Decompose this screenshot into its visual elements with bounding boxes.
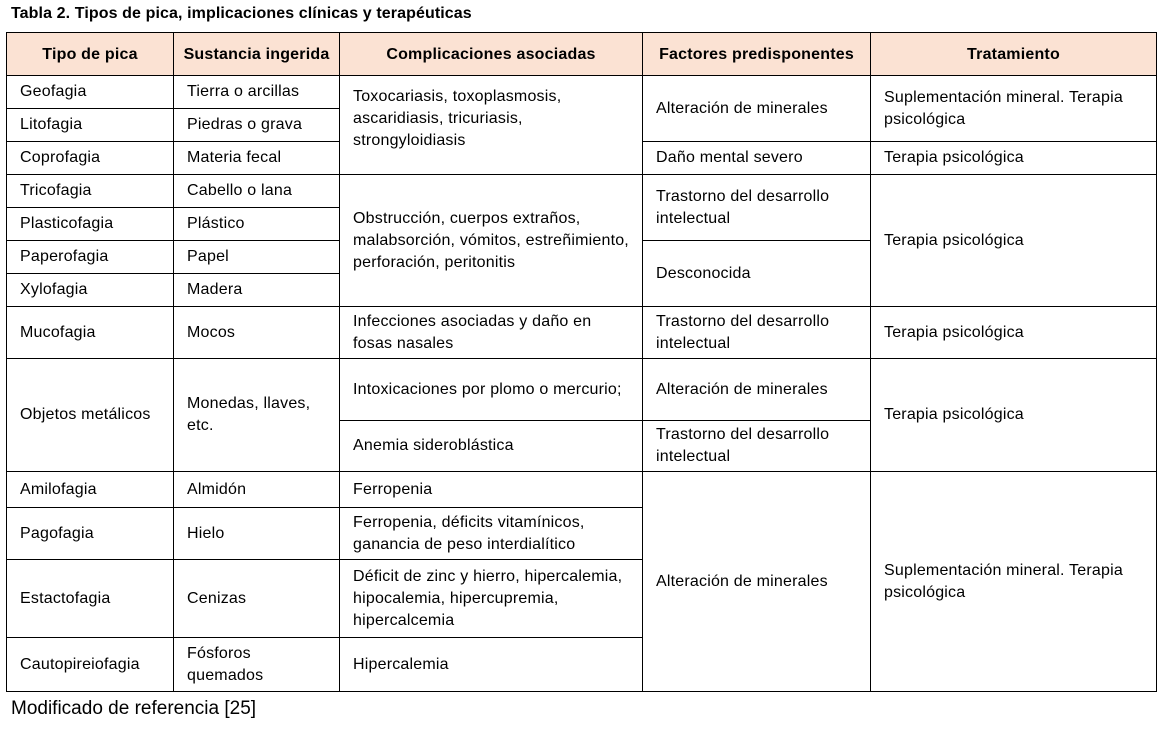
tratamiento-cell: Terapia psicológica [871, 359, 1157, 472]
sustancia-cell: Cabello o lana [174, 175, 340, 208]
header-factores: Factores predisponentes [643, 33, 871, 76]
tipo-cell: Litofagia [7, 109, 174, 142]
factores-cell: Trastorno del desarrollo intelectual [643, 175, 871, 241]
sustancia-cell: Plástico [174, 208, 340, 241]
factores-cell: Alteración de minerales [643, 472, 871, 692]
factores-cell: Desconocida [643, 241, 871, 307]
tipo-cell: Objetos metálicos [7, 359, 174, 472]
tratamiento-cell: Terapia psicológica [871, 175, 1157, 307]
table-row [7, 76, 1157, 109]
complicaciones-cell: Obstrucción, cuerpos extraños, malabsorción, vómitos, estreñimiento, perforación, peritonitis [340, 175, 643, 307]
tipo-cell: Paperofagia [7, 241, 174, 274]
sustancia-cell: Materia fecal [174, 142, 340, 175]
sustancia-cell: Piedras o grava [174, 109, 340, 142]
tratamiento-cell: Suplementación mineral. Terapia psicológica [871, 472, 1157, 692]
sustancia-cell: Hielo [174, 508, 340, 560]
header-row [7, 33, 1157, 76]
factores-cell: Alteración de minerales [643, 76, 871, 142]
sustancia-cell: Cenizas [174, 560, 340, 638]
sustancia-cell: Mocos [174, 307, 340, 359]
tipo-cell: Geofagia [7, 76, 174, 109]
table-row [7, 359, 1157, 421]
header-complicaciones: Complicaciones asociadas [340, 33, 643, 76]
header-tipo: Tipo de pica [7, 33, 174, 76]
table-row [7, 307, 1157, 359]
factores-cell: Trastorno del desarrollo intelectual [643, 421, 871, 472]
tratamiento-cell: Terapia psicológica [871, 142, 1157, 175]
tipo-cell: Mucofagia [7, 307, 174, 359]
tratamiento-cell: Suplementación mineral. Terapia psicológica [871, 76, 1157, 142]
sustancia-cell: Monedas, llaves, etc. [174, 359, 340, 472]
complicaciones-cell: Ferropenia, déficits vitamínicos, ganancia de peso interdialítico [340, 508, 643, 560]
sustancia-cell: Tierra o arcillas [174, 76, 340, 109]
complicaciones-cell: Infecciones asociadas y daño en fosas nasales [340, 307, 643, 359]
tipo-cell: Tricofagia [7, 175, 174, 208]
complicaciones-cell: Hipercalemia [340, 638, 643, 692]
sustancia-cell: Almidón [174, 472, 340, 508]
tipo-cell: Xylofagia [7, 274, 174, 307]
complicaciones-cell: Déficit de zinc y hierro, hipercalemia, hipocalemia, hipercupremia, hipercalcemia [340, 560, 643, 638]
complicaciones-cell: Ferropenia [340, 472, 643, 508]
sustancia-cell: Papel [174, 241, 340, 274]
table-row [7, 175, 1157, 208]
header-sustancia: Sustancia ingerida [174, 33, 340, 76]
reference-note: Modificado de referencia [25] [11, 698, 257, 719]
pica-table [6, 32, 1157, 692]
tipo-cell: Plasticofagia [7, 208, 174, 241]
sustancia-cell: Fósforos quemados [174, 638, 340, 692]
factores-cell: Alteración de minerales [643, 359, 871, 421]
tipo-cell: Amilofagia [7, 472, 174, 508]
factores-cell: Trastorno del desarrollo intelectual [643, 307, 871, 359]
complicaciones-cell: Toxocariasis, toxoplasmosis, ascaridiasis, tricuriasis, strongyloidiasis [340, 76, 643, 175]
tipo-cell: Estactofagia [7, 560, 174, 638]
table-caption: Tabla 2. Tipos de pica, implicaciones clínicas y terapéuticas [11, 5, 472, 22]
tipo-cell: Cautopireiofagia [7, 638, 174, 692]
complicaciones-cell: Anemia sideroblástica [340, 421, 643, 472]
tipo-cell: Coprofagia [7, 142, 174, 175]
tipo-cell: Pagofagia [7, 508, 174, 560]
header-tratamiento: Tratamiento [871, 33, 1157, 76]
sustancia-cell: Madera [174, 274, 340, 307]
table-row [7, 472, 1157, 508]
complicaciones-cell: Intoxicaciones por plomo o mercurio; [340, 359, 643, 421]
factores-cell: Daño mental severo [643, 142, 871, 175]
tratamiento-cell: Terapia psicológica [871, 307, 1157, 359]
